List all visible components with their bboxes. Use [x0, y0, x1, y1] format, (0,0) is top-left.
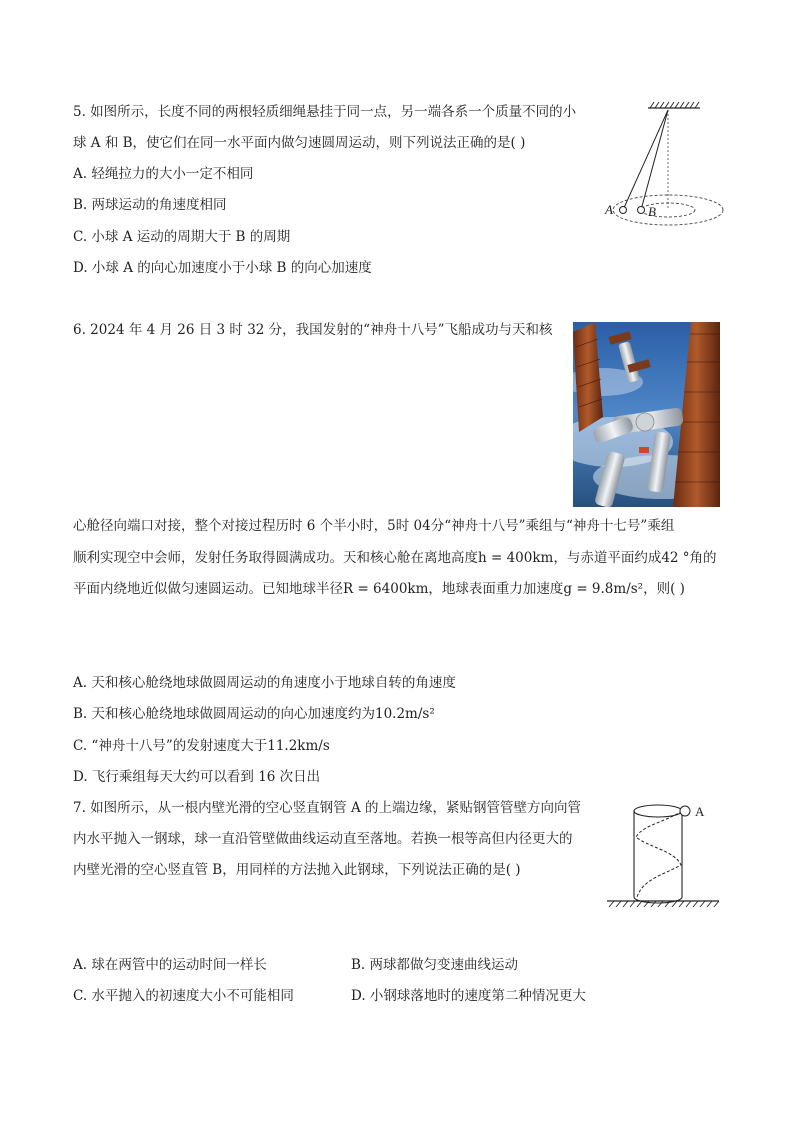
- q7-option-b: B. 两球都做匀变速曲线运动: [351, 957, 519, 973]
- q7-figure-label-a: A: [695, 804, 705, 819]
- space-station-photo: [573, 322, 720, 507]
- q6-stem-line-2: 心舱径向端口对接，整个对接过程历时 6 个半小时，5时 04分“神舟十八号”乘组与“神舟十七号”乘组: [73, 518, 675, 534]
- q5-stem-line-1: 5. 如图所示，长度不同的两根轻质细绳悬挂于同一点，另一端各系一个质量不同的小: [73, 104, 577, 120]
- q5-option-a: A. 轻绳拉力的大小一定不相同: [73, 166, 254, 182]
- q7-stem-line-1: 7. 如图所示，从一根内壁光滑的空心竖直钢管 A 的上端边缘，紧贴钢管管壁方向向管: [73, 800, 582, 816]
- q6-stem-line-1: 6. 2024 年 4 月 26 日 3 时 32 分，我国发射的“神舟十八号”飞船成功与天和核: [73, 322, 553, 338]
- q6-option-c: C. “神舟十八号”的发射速度大于11.2km/s: [73, 738, 330, 754]
- q7-option-c: C. 水平抛入的初速度大小不可能相同: [73, 988, 294, 1004]
- q7-stem-line-3: 内壁光滑的空心竖直管 B，用同样的方法抛入此钢球，下列说法正确的是( ): [73, 862, 521, 878]
- q5-option-d: D. 小球 A 的向心加速度小于小球 B 的向心加速度: [73, 260, 372, 276]
- q6-stem-line-3: 顺利实现空中会师，发射任务取得圆满成功。天和核心舱在离地高度h = 400km，与赤道平面约成42 °角的: [73, 550, 717, 566]
- q5-figure-label-a: A: [605, 202, 613, 217]
- q6-option-b: B. 天和核心舱绕地球做圆周运动的向心加速度约为10.2m/s²: [73, 706, 435, 722]
- q5-stem-line-2: 球 A 和 B，使它们在同一水平面内做匀速圆周运动，则下列说法正确的是( ): [73, 135, 526, 151]
- q7-option-d: D. 小钢球落地时的速度第二种情况更大: [351, 988, 586, 1004]
- q5-option-b: B. 两球运动的角速度相同: [73, 197, 227, 213]
- q5-option-c: C. 小球 A 运动的周期大于 B 的周期: [73, 229, 291, 245]
- q7-option-a: A. 球在两管中的运动时间一样长: [73, 957, 267, 973]
- q5-pendulum-figure: [600, 98, 725, 233]
- q6-option-a: A. 天和核心舱绕地球做圆周运动的角速度小于地球自转的角速度: [73, 675, 456, 691]
- q5-figure-label-b: B: [648, 204, 656, 219]
- q6-stem-line-4: 平面内绕地近似做匀速圆运动。已知地球半径R = 6400km，地球表面重力加速度g = 9.8m/s²，则( ): [73, 581, 685, 597]
- q7-tube-figure: [603, 795, 725, 915]
- q6-option-d: D. 飞行乘组每天大约可以看到 16 次日出: [73, 769, 321, 785]
- q7-stem-line-2: 内水平抛入一钢球，球一直沿管壁做曲线运动直至落地。若换一根等高但内径更大的: [73, 831, 573, 847]
